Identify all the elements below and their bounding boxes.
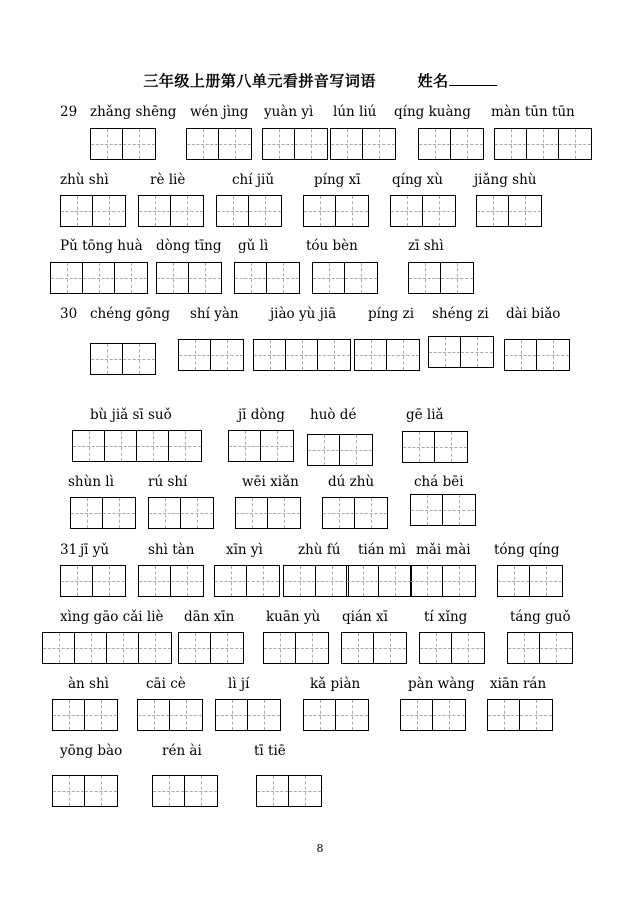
writing-cell[interactable] xyxy=(153,776,185,806)
pinyin-label: lún liú xyxy=(333,104,377,120)
writing-cell[interactable] xyxy=(137,431,169,461)
pinyin-label: chí jiǔ xyxy=(232,172,275,188)
writing-cell[interactable] xyxy=(316,566,348,596)
writing-box[interactable] xyxy=(216,195,282,227)
pinyin-label: màn tūn tūn xyxy=(491,104,575,120)
writing-cell[interactable] xyxy=(187,129,219,159)
writing-cell[interactable] xyxy=(411,566,443,596)
pinyin-label: bù jiǎ sī suǒ xyxy=(90,407,172,423)
pinyin-label: dài biǎo xyxy=(506,306,561,322)
writing-box[interactable] xyxy=(60,195,126,227)
writing-cell[interactable] xyxy=(71,498,103,528)
writing-cell[interactable] xyxy=(433,700,465,730)
pinyin-label: pàn wàng xyxy=(408,676,475,692)
name-label: 姓名 xyxy=(417,72,449,90)
writing-box[interactable] xyxy=(263,632,329,664)
pinyin-label: xiān rán xyxy=(490,676,547,692)
writing-cell[interactable] xyxy=(347,566,379,596)
pinyin-label: chéng gōng xyxy=(90,306,170,322)
writing-box[interactable] xyxy=(330,128,396,160)
writing-box[interactable] xyxy=(494,128,592,160)
pinyin-label: àn shì xyxy=(68,676,109,692)
writing-cell[interactable] xyxy=(391,196,423,226)
writing-box[interactable] xyxy=(390,195,456,227)
writing-cell[interactable] xyxy=(236,498,268,528)
writing-cell[interactable] xyxy=(537,340,569,370)
pinyin-label: xīn yì xyxy=(226,542,263,558)
writing-cell[interactable] xyxy=(91,129,123,159)
writing-box[interactable] xyxy=(256,775,322,807)
writing-cell[interactable] xyxy=(451,129,483,159)
writing-cell[interactable] xyxy=(527,129,559,159)
writing-box[interactable] xyxy=(152,775,218,807)
writing-box[interactable] xyxy=(156,262,222,294)
writing-box[interactable] xyxy=(504,339,570,371)
pinyin-label: wén jìng xyxy=(190,104,249,120)
writing-cell[interactable] xyxy=(355,340,387,370)
writing-cell[interactable] xyxy=(189,263,221,293)
writing-cell[interactable] xyxy=(340,435,372,465)
worksheet-title xyxy=(0,70,640,91)
pinyin-label: shéng zi xyxy=(432,306,489,322)
writing-box[interactable] xyxy=(307,434,373,466)
writing-box[interactable] xyxy=(235,497,301,529)
writing-cell[interactable] xyxy=(308,435,340,465)
writing-box[interactable] xyxy=(262,128,328,160)
writing-cell[interactable] xyxy=(93,196,125,226)
writing-cell[interactable] xyxy=(374,633,406,663)
writing-cell[interactable] xyxy=(336,196,368,226)
page-number: 8 xyxy=(316,842,324,855)
pinyin-label: shì tàn xyxy=(148,542,195,558)
writing-box[interactable] xyxy=(402,431,468,463)
writing-cell[interactable] xyxy=(229,431,261,461)
writing-cell[interactable] xyxy=(419,129,451,159)
writing-box[interactable] xyxy=(138,195,204,227)
writing-cell[interactable] xyxy=(401,700,433,730)
writing-cell[interactable] xyxy=(387,340,419,370)
writing-cell[interactable] xyxy=(171,566,203,596)
writing-cell[interactable] xyxy=(83,263,115,293)
writing-cell[interactable] xyxy=(85,776,117,806)
writing-box[interactable] xyxy=(60,565,126,597)
writing-box[interactable] xyxy=(72,430,202,462)
writing-box[interactable] xyxy=(148,497,214,529)
writing-cell[interactable] xyxy=(85,700,117,730)
writing-box[interactable] xyxy=(312,262,378,294)
writing-box[interactable] xyxy=(410,494,476,526)
pinyin-label: chá bēi xyxy=(414,474,464,490)
writing-cell[interactable] xyxy=(107,633,139,663)
writing-cell[interactable] xyxy=(215,566,247,596)
pinyin-label: zī shì xyxy=(408,238,444,254)
writing-cell[interactable] xyxy=(51,263,83,293)
writing-cell[interactable] xyxy=(420,633,452,663)
lesson-29-number: 29 xyxy=(60,104,78,120)
writing-cell[interactable] xyxy=(461,337,493,367)
pinyin-label: rú shí xyxy=(148,474,188,490)
writing-cell[interactable] xyxy=(43,633,75,663)
writing-cell[interactable] xyxy=(217,196,249,226)
writing-cell[interactable] xyxy=(139,633,171,663)
writing-cell[interactable] xyxy=(53,700,85,730)
pinyin-label: shùn lì xyxy=(68,474,114,490)
writing-cell[interactable] xyxy=(181,498,213,528)
writing-box[interactable] xyxy=(90,343,156,375)
writing-box[interactable] xyxy=(138,565,204,597)
pinyin-label: kuān yù xyxy=(266,609,321,625)
writing-cell[interactable] xyxy=(336,700,368,730)
writing-cell[interactable] xyxy=(477,196,509,226)
pinyin-label: píng xī xyxy=(314,172,361,188)
pinyin-label: lì jí xyxy=(228,676,250,692)
writing-cell[interactable] xyxy=(249,196,281,226)
pinyin-label: cāi cè xyxy=(146,676,186,692)
writing-cell[interactable] xyxy=(508,633,540,663)
writing-cell[interactable] xyxy=(73,431,105,461)
writing-box[interactable] xyxy=(428,336,494,368)
lesson-31-number: 31 xyxy=(60,542,78,558)
writing-box[interactable] xyxy=(418,128,484,160)
writing-cell[interactable] xyxy=(138,700,170,730)
writing-cell[interactable] xyxy=(342,633,374,663)
writing-cell[interactable] xyxy=(115,263,147,293)
writing-cell[interactable] xyxy=(423,196,455,226)
pinyin-label: qíng xù xyxy=(392,172,443,188)
writing-box[interactable] xyxy=(476,195,542,227)
writing-cell[interactable] xyxy=(139,566,171,596)
pinyin-label: rè liè xyxy=(150,172,186,188)
writing-cell[interactable] xyxy=(219,129,251,159)
pinyin-label: qíng kuàng xyxy=(394,104,471,120)
writing-cell[interactable] xyxy=(61,566,93,596)
pinyin-label: gē liǎ xyxy=(406,407,444,423)
pinyin-label: tí xǐng xyxy=(424,609,468,625)
writing-box[interactable] xyxy=(228,430,294,462)
writing-cell[interactable] xyxy=(331,129,363,159)
pinyin-label: yōng bào xyxy=(60,743,123,759)
writing-cell[interactable] xyxy=(520,700,552,730)
writing-cell[interactable] xyxy=(379,566,411,596)
writing-cell[interactable] xyxy=(216,700,248,730)
writing-box[interactable] xyxy=(52,775,118,807)
writing-cell[interactable] xyxy=(103,498,135,528)
pinyin-label: xìng gāo cǎi liè xyxy=(60,609,164,625)
writing-box[interactable] xyxy=(507,632,573,664)
pinyin-label: mǎi mài xyxy=(416,542,471,558)
pinyin-label: dān xīn xyxy=(184,609,235,625)
writing-cell[interactable] xyxy=(170,700,202,730)
writing-cell[interactable] xyxy=(284,566,316,596)
pinyin-label: huò dé xyxy=(310,407,357,423)
pinyin-label: dòng tīng xyxy=(156,238,222,254)
pinyin-label: dú zhù xyxy=(328,474,375,490)
writing-cell[interactable] xyxy=(211,340,243,370)
writing-cell[interactable] xyxy=(345,263,377,293)
writing-cell[interactable] xyxy=(263,129,295,159)
writing-cell[interactable] xyxy=(254,340,286,370)
pinyin-label: shí yàn xyxy=(190,306,239,322)
writing-cell[interactable] xyxy=(429,337,461,367)
writing-cell[interactable] xyxy=(261,431,293,461)
writing-cell[interactable] xyxy=(105,431,137,461)
writing-cell[interactable] xyxy=(149,498,181,528)
writing-cell[interactable] xyxy=(179,633,211,663)
writing-cell[interactable] xyxy=(498,566,530,596)
pinyin-label: tóu bèn xyxy=(306,238,358,254)
writing-box[interactable] xyxy=(52,699,118,731)
writing-box[interactable] xyxy=(341,632,407,664)
pinyin-label: jī yǔ xyxy=(80,542,110,558)
writing-cell[interactable] xyxy=(267,263,299,293)
writing-box[interactable] xyxy=(214,565,280,597)
writing-cell[interactable] xyxy=(313,263,345,293)
writing-cell[interactable] xyxy=(93,566,125,596)
writing-cell[interactable] xyxy=(157,263,189,293)
writing-cell[interactable] xyxy=(296,633,328,663)
writing-box[interactable] xyxy=(303,699,369,731)
writing-cell[interactable] xyxy=(75,633,107,663)
writing-cell[interactable] xyxy=(540,633,572,663)
writing-box[interactable] xyxy=(408,262,474,294)
writing-cell[interactable] xyxy=(123,344,155,374)
writing-cell[interactable] xyxy=(318,340,350,370)
writing-cell[interactable] xyxy=(211,633,243,663)
writing-box[interactable] xyxy=(419,632,485,664)
writing-box[interactable] xyxy=(42,632,172,664)
pinyin-label: tóng qíng xyxy=(494,542,560,558)
writing-box[interactable] xyxy=(215,699,281,731)
writing-box[interactable] xyxy=(186,128,252,160)
writing-box[interactable] xyxy=(90,128,156,160)
writing-cell[interactable] xyxy=(139,196,171,226)
writing-cell[interactable] xyxy=(530,566,562,596)
pinyin-label: zhù shì xyxy=(60,172,109,188)
writing-box[interactable] xyxy=(253,339,351,371)
writing-box[interactable] xyxy=(322,497,388,529)
writing-box[interactable] xyxy=(178,632,244,664)
writing-cell[interactable] xyxy=(323,498,355,528)
writing-cell[interactable] xyxy=(363,129,395,159)
pinyin-label: kǎ piàn xyxy=(310,676,361,692)
writing-box[interactable] xyxy=(497,565,563,597)
writing-cell[interactable] xyxy=(247,566,279,596)
pinyin-label: táng guǒ xyxy=(510,609,571,625)
writing-cell[interactable] xyxy=(304,196,336,226)
writing-cell[interactable] xyxy=(235,263,267,293)
writing-cell[interactable] xyxy=(295,129,327,159)
writing-cell[interactable] xyxy=(505,340,537,370)
writing-cell[interactable] xyxy=(488,700,520,730)
lesson-30-number: 30 xyxy=(60,306,78,322)
pinyin-label: zhù fú xyxy=(298,542,341,558)
writing-box[interactable] xyxy=(400,699,466,731)
writing-cell[interactable] xyxy=(169,431,201,461)
pinyin-label: tián mì xyxy=(358,542,406,558)
pinyin-label: yuàn yì xyxy=(264,104,314,120)
writing-box[interactable] xyxy=(283,565,349,597)
pinyin-label: jiào yù jiā xyxy=(270,306,337,322)
writing-cell[interactable] xyxy=(355,498,387,528)
name-blank-line xyxy=(449,72,497,86)
writing-cell[interactable] xyxy=(171,196,203,226)
writing-box[interactable] xyxy=(410,565,476,597)
writing-cell[interactable] xyxy=(509,196,541,226)
writing-cell[interactable] xyxy=(403,432,435,462)
pinyin-label: rén ài xyxy=(162,743,202,759)
writing-cell[interactable] xyxy=(435,432,467,462)
writing-cell[interactable] xyxy=(443,495,475,525)
writing-cell[interactable] xyxy=(411,495,443,525)
pinyin-label: jī dòng xyxy=(238,407,285,423)
title-text: 三年级上册第八单元看拼音写词语 xyxy=(143,72,376,90)
pinyin-label: gǔ lì xyxy=(238,238,269,254)
pinyin-label: wēi xiǎn xyxy=(242,474,299,490)
writing-cell[interactable] xyxy=(91,344,123,374)
writing-cell[interactable] xyxy=(123,129,155,159)
writing-box[interactable] xyxy=(303,195,369,227)
pinyin-label: tī tiē xyxy=(254,743,286,759)
writing-cell[interactable] xyxy=(185,776,217,806)
writing-box[interactable] xyxy=(137,699,203,731)
writing-cell[interactable] xyxy=(286,340,318,370)
pinyin-label: zhǎng shēng xyxy=(90,104,177,120)
writing-cell[interactable] xyxy=(248,700,280,730)
writing-cell[interactable] xyxy=(495,129,527,159)
writing-cell[interactable] xyxy=(179,340,211,370)
writing-cell[interactable] xyxy=(452,633,484,663)
writing-box[interactable] xyxy=(346,565,412,597)
pinyin-label: píng zi xyxy=(368,306,415,322)
writing-box[interactable] xyxy=(50,262,148,294)
writing-cell[interactable] xyxy=(61,196,93,226)
pinyin-label: jiǎng shù xyxy=(474,172,537,188)
writing-cell[interactable] xyxy=(289,776,321,806)
writing-cell[interactable] xyxy=(409,263,441,293)
writing-box[interactable] xyxy=(487,699,553,731)
writing-box[interactable] xyxy=(354,339,420,371)
writing-cell[interactable] xyxy=(268,498,300,528)
writing-box[interactable] xyxy=(178,339,244,371)
writing-cell[interactable] xyxy=(264,633,296,663)
writing-cell[interactable] xyxy=(443,566,475,596)
writing-cell[interactable] xyxy=(257,776,289,806)
writing-cell[interactable] xyxy=(559,129,591,159)
writing-box[interactable] xyxy=(234,262,300,294)
writing-cell[interactable] xyxy=(53,776,85,806)
writing-box[interactable] xyxy=(70,497,136,529)
writing-cell[interactable] xyxy=(441,263,473,293)
writing-cell[interactable] xyxy=(304,700,336,730)
pinyin-label: qián xī xyxy=(342,609,388,625)
pinyin-label: Pǔ tōng huà xyxy=(60,238,143,254)
